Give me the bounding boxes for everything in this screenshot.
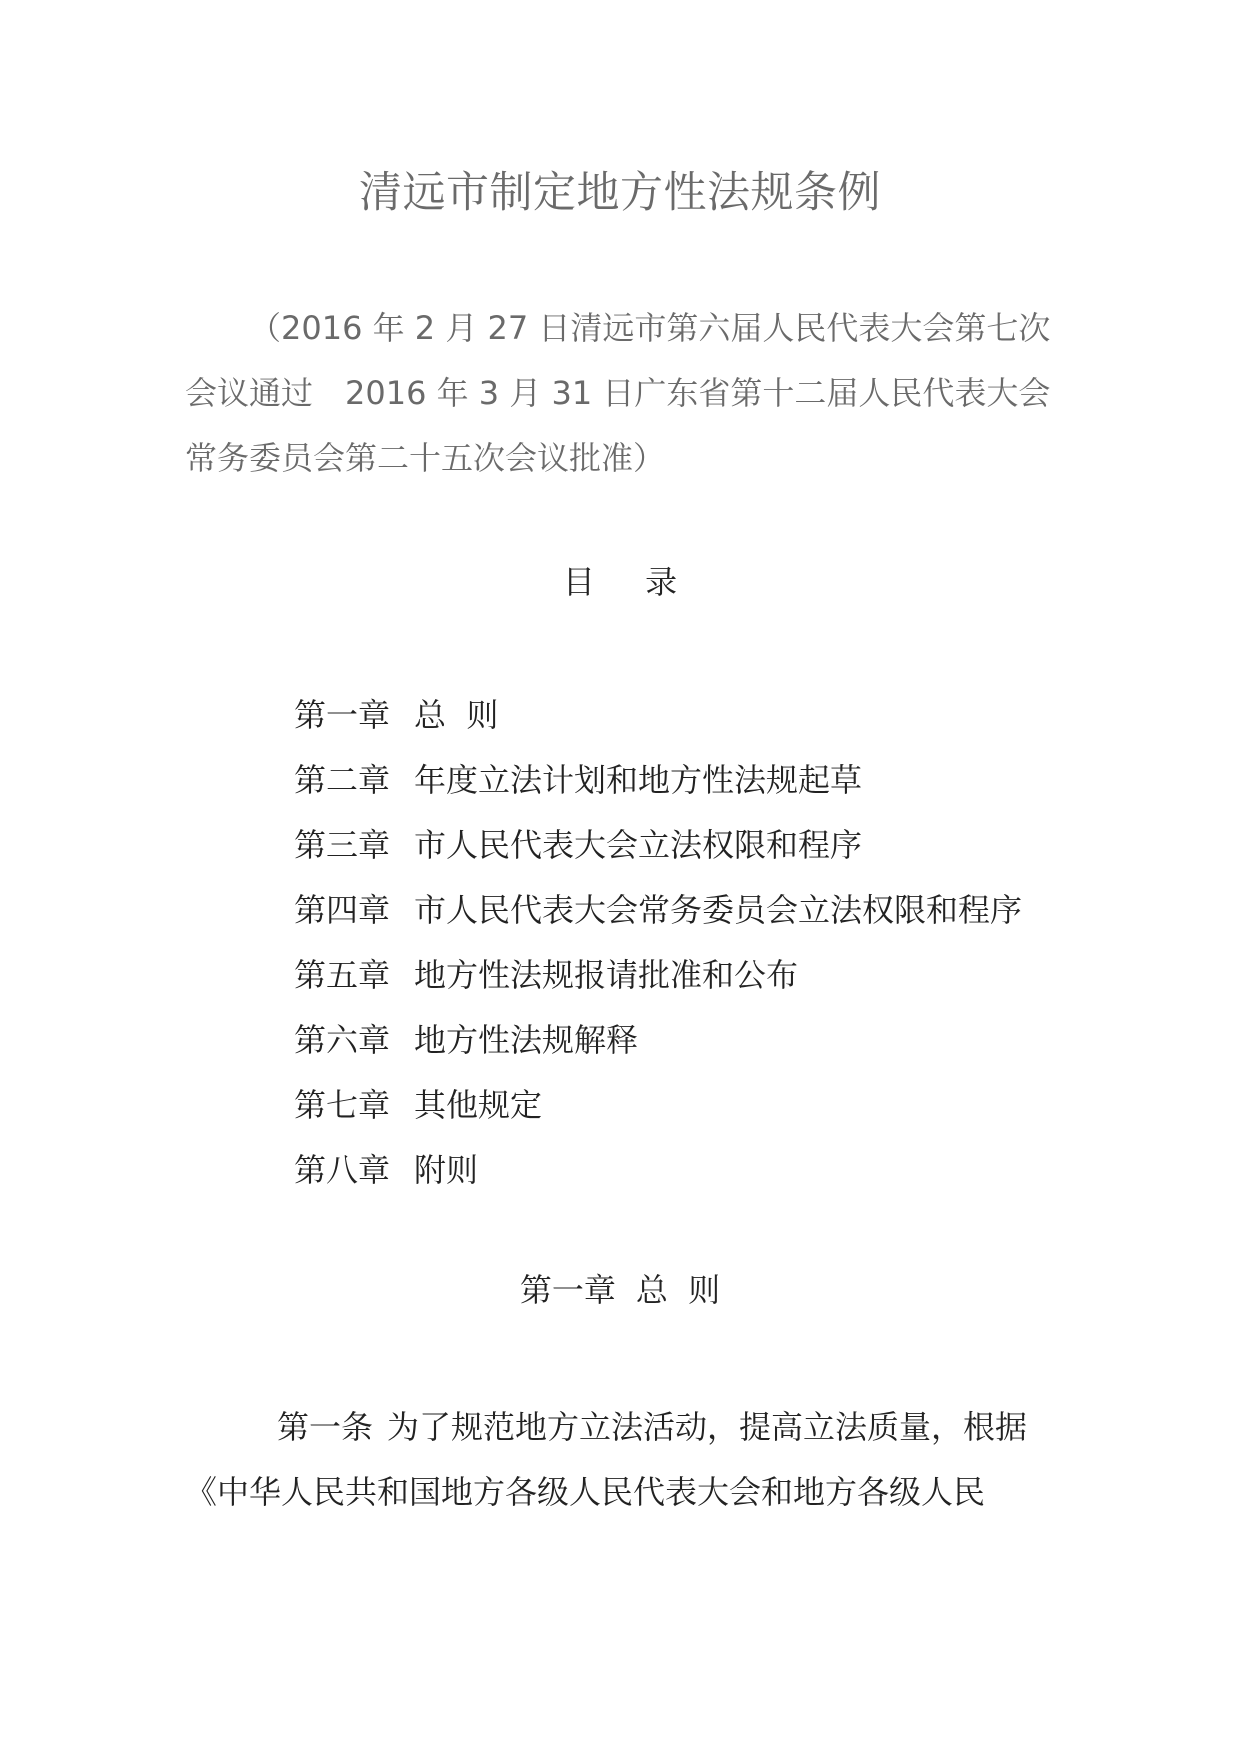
article-text: 为了规范地方立法活动，提高立法质量，根据《中华人民共和国地方各级人民代表大会和地方各级人民 <box>185 1408 1028 1511</box>
toc-chapter-title: 地方性法规解释 <box>414 1021 639 1059</box>
chapter-heading <box>0 1265 1240 1315</box>
toc-item <box>294 1008 1022 1073</box>
toc-item <box>294 748 1022 813</box>
toc-chapter-number: 第二章 <box>294 761 391 799</box>
toc-chapter-title: 附则 <box>414 1151 479 1189</box>
chapter-number: 第一章 <box>519 1271 616 1309</box>
toc-chapter-title: 市人民代表大会立法权限和程序 <box>414 826 863 864</box>
toc-item <box>294 878 1022 943</box>
toc-item <box>294 1073 1022 1138</box>
toc-chapter-number: 第三章 <box>294 826 391 864</box>
toc-chapter-number: 第六章 <box>294 1021 391 1059</box>
toc-chapter-number: 第七章 <box>294 1086 391 1124</box>
toc-chapter-number: 第四章 <box>294 891 391 929</box>
toc-item <box>294 683 1022 748</box>
chapter-title: 总 则 <box>635 1271 721 1309</box>
toc-chapter-number: 第五章 <box>294 956 391 994</box>
toc-chapter-number: 第一章 <box>294 696 391 734</box>
adoption-note: （2016 年 2 月 27 日清远市第六届人民代表大会第七次会议通过 2016 年 3 月 31 日广东省第十二届人民代表大会常务委员会第二十五次会议批准） <box>185 309 1051 477</box>
document-title: 清远市制定地方性法规条例 <box>359 168 881 218</box>
toc-item <box>294 943 1022 1008</box>
toc-chapter-title: 市人民代表大会常务委员会立法权限和程序 <box>414 891 1023 929</box>
toc-chapter-title: 其他规定 <box>414 1086 543 1124</box>
toc-item <box>294 1138 1022 1203</box>
toc-chapter-title: 地方性法规报请批准和公布 <box>414 956 799 994</box>
table-of-contents <box>294 683 1022 1203</box>
toc-item <box>294 813 1022 878</box>
toc-chapter-number: 第八章 <box>294 1151 391 1189</box>
toc-heading: 目 录 <box>562 563 698 601</box>
toc-chapter-title: 总 则 <box>414 696 499 734</box>
toc-chapter-title: 年度立法计划和地方性法规起草 <box>414 761 863 799</box>
article-number: 第一条 <box>277 1408 374 1446</box>
article-paragraph <box>185 1395 1065 1525</box>
